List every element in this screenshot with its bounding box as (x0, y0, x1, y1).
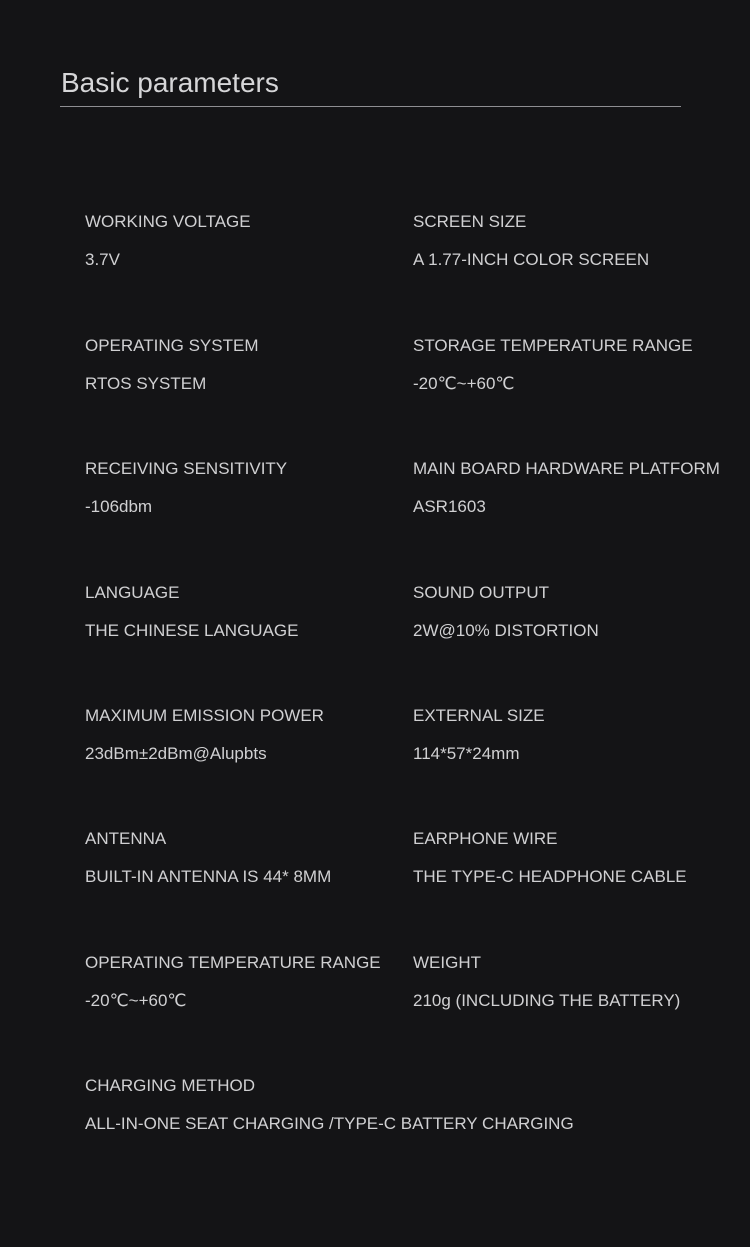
param-label: EARPHONE WIRE (413, 829, 558, 848)
param-value: -20℃~+60℃ (85, 991, 187, 1010)
param-value: BUILT-IN ANTENNA IS 44* 8MM (85, 867, 332, 886)
param-label: ANTENNA (85, 829, 167, 848)
param-label: EXTERNAL SIZE (413, 706, 545, 725)
param-label: OPERATING SYSTEM (85, 336, 259, 355)
param-value: ASR1603 (413, 497, 486, 516)
param-value: -106dbm (85, 497, 153, 516)
param-value: 3.7V (85, 250, 120, 269)
param-label: LANGUAGE (85, 583, 180, 602)
param-value: 114*57*24mm (413, 744, 520, 763)
param-label: CHARGING METHOD (85, 1076, 255, 1095)
section-header (60, 66, 681, 107)
param-label: MAXIMUM EMISSION POWER (85, 706, 324, 725)
param-value: THE CHINESE LANGUAGE (85, 621, 299, 640)
param-label: MAIN BOARD HARDWARE PLATFORM (413, 459, 720, 478)
param-label: WORKING VOLTAGE (85, 212, 251, 231)
param-value: RTOS SYSTEM (85, 374, 207, 393)
param-label: STORAGE TEMPERATURE RANGE (413, 336, 693, 355)
param-value: -20℃~+60℃ (413, 374, 515, 393)
param-label: SOUND OUTPUT (413, 583, 549, 602)
param-value: 23dBm±2dBm@Alupbts (85, 744, 267, 763)
param-value: 2W@10% DISTORTION (413, 621, 599, 640)
section-title: Basic parameters (61, 67, 279, 98)
param-value: THE TYPE-C HEADPHONE CABLE (413, 867, 687, 886)
param-label: SCREEN SIZE (413, 212, 527, 231)
param-label: WEIGHT (413, 953, 481, 972)
param-value: ALL-IN-ONE SEAT CHARGING /TYPE-C BATTERY CHARGING (85, 1114, 574, 1133)
param-label: RECEIVING SENSITIVITY (85, 459, 288, 478)
param-value: 210g (INCLUDING THE BATTERY) (413, 991, 681, 1010)
param-label: OPERATING TEMPERATURE RANGE (85, 953, 381, 972)
param-value: A 1.77-INCH COLOR SCREEN (413, 250, 650, 269)
